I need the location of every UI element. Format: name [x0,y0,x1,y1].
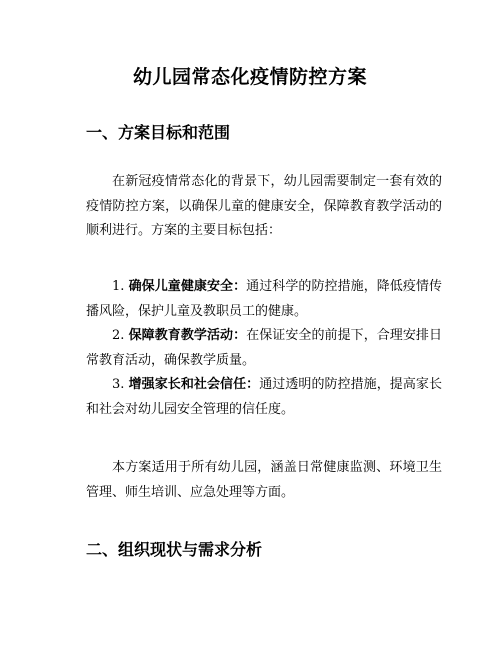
goal-label: 确保儿童健康安全： [128,279,247,294]
goal-label: 保障教育教学活动： [128,328,247,343]
goal-label: 增强家长和社会信任： [128,377,260,392]
goal-text: 通过透明的防控措施，提高家长和社会对幼儿园安全管理的信任度。 [86,377,442,417]
goal-item [86,373,442,422]
goal-text: 在保证安全的前提下，合理安排日常教育活动，确保教学质量。 [86,328,442,368]
goal-number: 1. [112,279,125,294]
document-title: 幼儿园常态化疫情防控方案 [132,66,367,88]
section-heading-goals-scope: 一、方案目标和范围 [86,123,231,142]
goal-number: 2. [112,328,125,343]
goal-text: 通过科学的防控措施，降低疫情传播风险，保护儿童及教职员工的健康。 [86,279,442,319]
goal-number: 3. [112,377,125,392]
goal-item [86,275,442,324]
scope-paragraph: 本方案适用于所有幼儿园，涵盖日常健康监测、环境卫生管理、师生培训、应急处理等方面。 [86,460,442,500]
goals-list [86,275,442,422]
intro-paragraph: 在新冠疫情常态化的背景下，幼儿园需要制定一套有效的疫情防控方案，以确保儿童的健康安全，保障教育教学活动的顺利进行。方案的主要目标包括： [86,174,442,238]
section-heading-org-analysis: 二、组织现状与需求分析 [86,540,263,559]
goal-item [86,324,442,373]
